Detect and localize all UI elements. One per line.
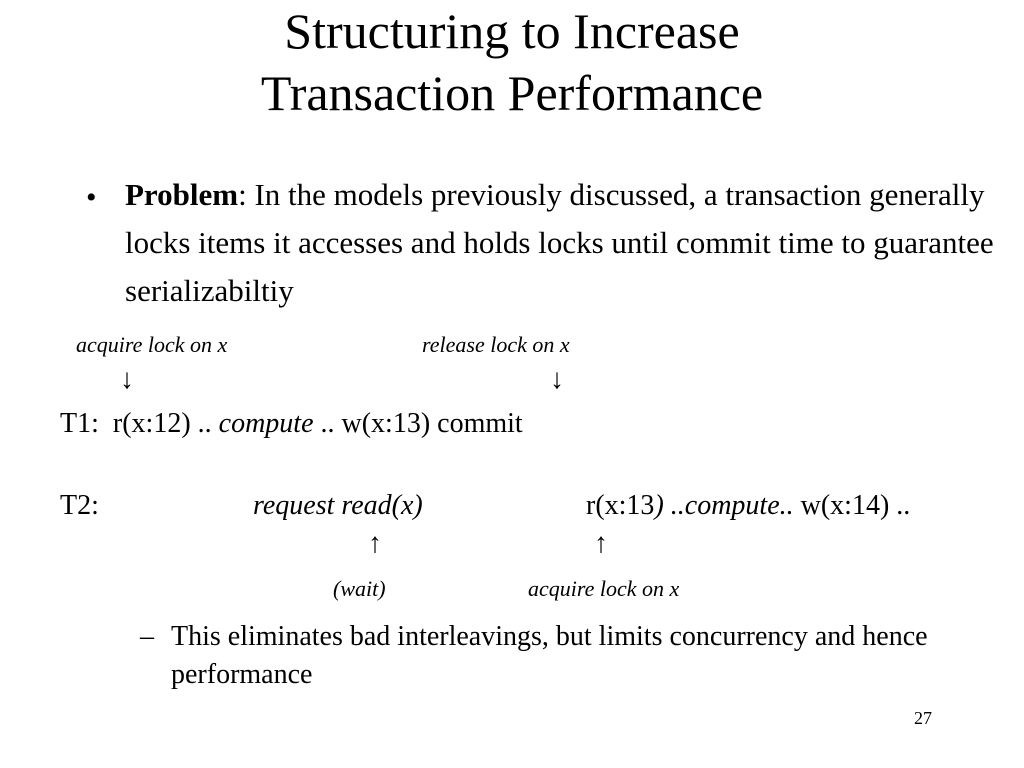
t1-rest: .. w(x:13) commit: [320, 408, 523, 439]
down-arrow-icon: ↓: [550, 364, 564, 395]
t1-compute: compute: [218, 408, 314, 439]
problem-text: : In the models previously discussed, a transaction generally locks items it accesses and holds locks until commit time to guarantee serializabiltiy: [125, 177, 994, 308]
page-number: 27: [914, 708, 932, 728]
t1-release-note: release lock on x: [422, 332, 570, 357]
t2-compute-dots: ..: [779, 490, 794, 521]
t1-label: T1:: [60, 408, 99, 439]
down-arrow-icon: ↓: [120, 364, 134, 395]
t2-ops: [586, 490, 910, 522]
t1-line: [60, 408, 523, 440]
slide-title: [0, 0, 1024, 124]
t2-compute: compute: [684, 490, 780, 521]
t2-acquire-note: acquire lock on x: [528, 576, 680, 601]
t2-rest: w(x:14) ..: [793, 490, 911, 521]
t2-label: T2:: [60, 490, 99, 521]
problem-bullet: [125, 171, 1005, 315]
t2-read-close: ) ..: [654, 490, 685, 521]
up-arrow-icon: ↑: [368, 528, 382, 559]
problem-label: Problem: [125, 177, 239, 212]
sub-bullet-marker: –: [140, 621, 154, 652]
t2-wait-note: (wait): [333, 576, 386, 601]
t2-request: request read(x): [253, 490, 423, 521]
title-line-1: Structuring to Increase: [284, 3, 740, 59]
up-arrow-icon: ↑: [594, 528, 608, 559]
t2-read: r(x:13: [586, 490, 655, 521]
t1-acquire-note: acquire lock on x: [76, 332, 228, 357]
t1-read: r(x:12) ..: [112, 408, 212, 439]
sub-bullet-text: This eliminates bad interleavings, but limits concurrency and hence performance: [171, 621, 928, 690]
title-line-2: Transaction Performance: [260, 65, 764, 121]
bullet-marker: •: [86, 181, 97, 214]
